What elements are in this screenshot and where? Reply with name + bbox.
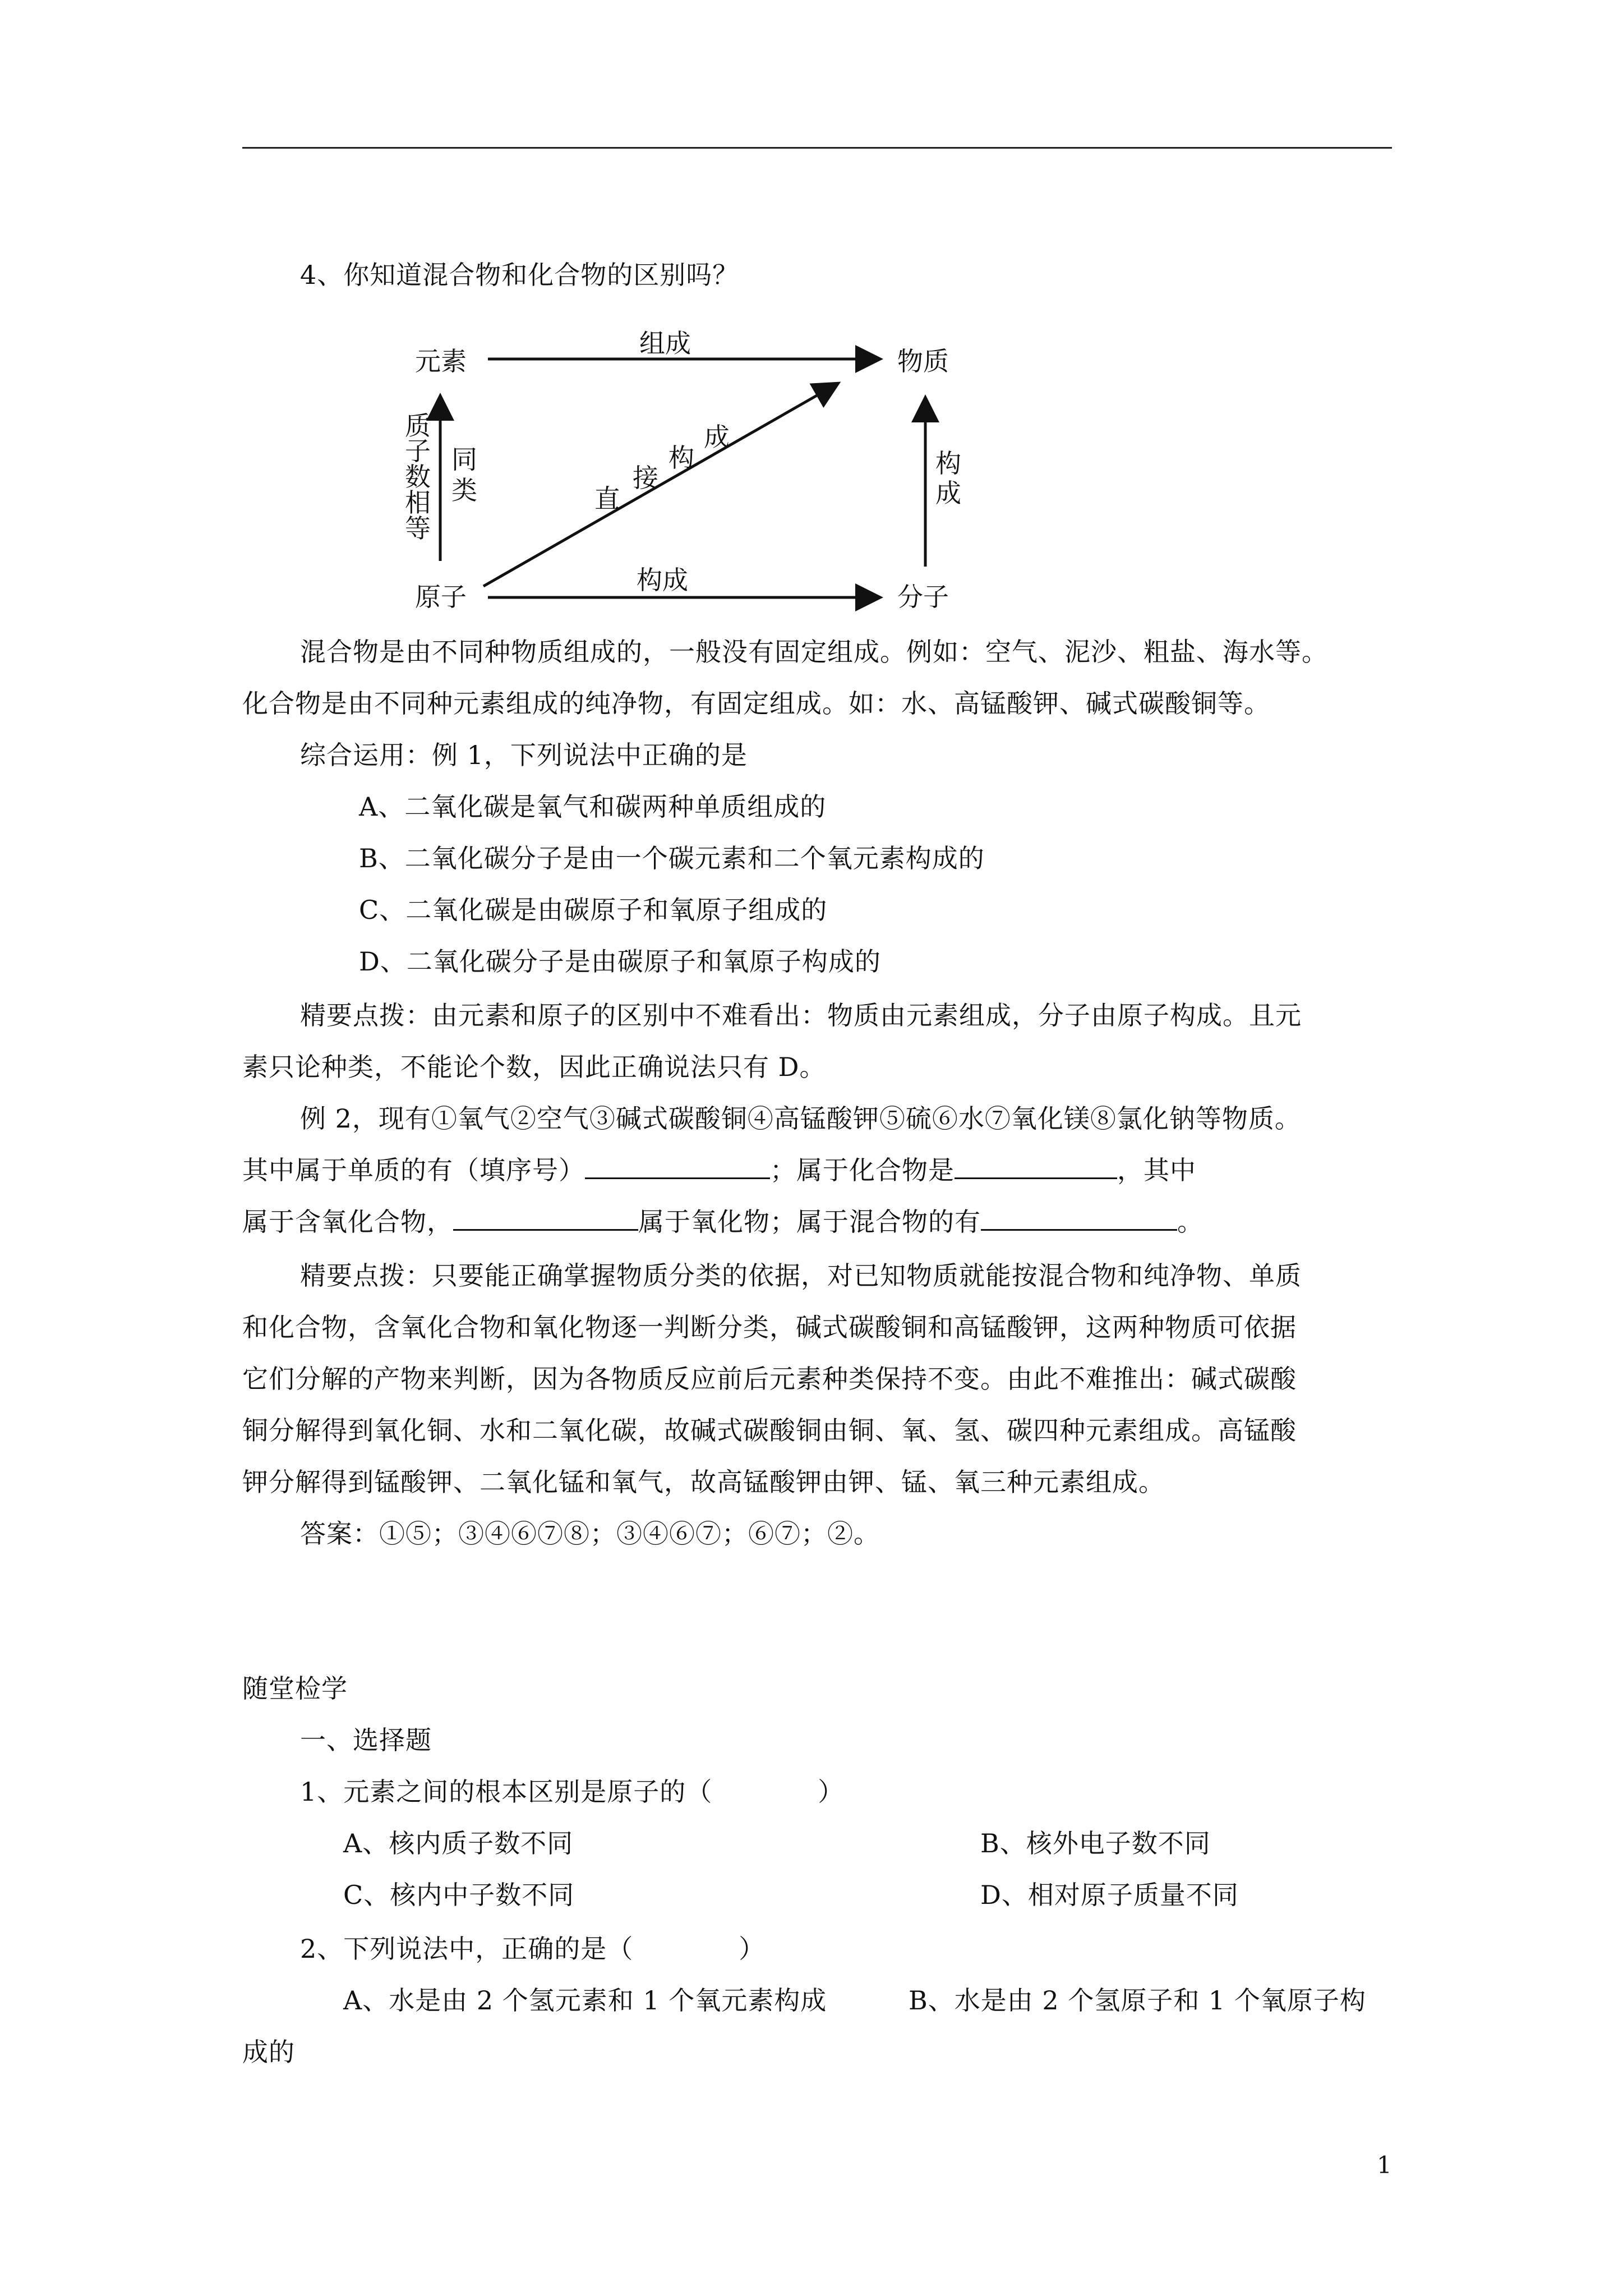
example-2-text-f: 。 bbox=[1177, 1207, 1204, 1237]
paragraph-compound: 化合物是由不同种元素组成的纯净物，有固定组成。如：水、高锰酸钾、碱式碳酸铜等。 bbox=[242, 688, 1270, 719]
blank-mixtures[interactable] bbox=[981, 1205, 1177, 1231]
example-1-title: 综合运用：例 1，下列说法中正确的是 bbox=[300, 740, 748, 770]
example-2-text-b: ；属于化合物是 bbox=[770, 1155, 955, 1185]
label-diag-2: 接 bbox=[633, 463, 658, 493]
node-substance: 物质 bbox=[897, 346, 949, 376]
section-title: 随堂检学 bbox=[242, 1673, 348, 1704]
answer-line: 答案：①⑤；③④⑥⑦⑧；③④⑥⑦；⑥⑦；②。 bbox=[300, 1519, 880, 1549]
tip-1-line-1: 精要点拨：由元素和原子的区别中不难看出：物质由元素组成，分子由原子构成。且元 bbox=[300, 1000, 1302, 1030]
question-1-option-c: C、核内中子数不同 bbox=[343, 1880, 575, 1910]
example-1-option-b: B、二氧化碳分子是由一个碳元素和二个氧元素构成的 bbox=[359, 843, 985, 873]
question-2-continuation: 成的 bbox=[242, 2037, 295, 2067]
question-1: 1、元素之间的根本区别是原子的（ ） bbox=[300, 1777, 845, 1807]
label-diag-4: 成 bbox=[704, 422, 730, 452]
example-1-option-a: A、二氧化碳是氧气和碳两种单质组成的 bbox=[359, 792, 827, 822]
tip-2-line-1: 精要点拨：只要能正确掌握物质分类的依据，对已知物质就能按混合物和纯净物、单质 bbox=[300, 1260, 1302, 1291]
concept-diagram bbox=[0, 0, 1623, 628]
question-2-option-b: B、水是由 2 个氢原子和 1 个氧原子构 bbox=[909, 1985, 1366, 2016]
example-1-option-d: D、二氧化碳分子是由碳原子和氧原子构成的 bbox=[359, 946, 881, 977]
example-2-line-3 bbox=[242, 1204, 1204, 1240]
node-atom: 原子 bbox=[415, 582, 467, 612]
label-left-a-3: 数 bbox=[405, 462, 431, 492]
label-diag-1: 直 bbox=[594, 484, 620, 514]
label-diag-3: 构 bbox=[668, 443, 694, 473]
label-left-a-5: 等 bbox=[405, 513, 431, 544]
label-left-b-1: 同 bbox=[451, 444, 477, 475]
node-molecule: 分子 bbox=[897, 582, 949, 612]
label-bottom-edge: 构成 bbox=[637, 565, 688, 595]
tip-1-line-2: 素只论种类，不能论个数，因此正确说法只有 D。 bbox=[242, 1052, 826, 1082]
label-top-edge: 组成 bbox=[639, 328, 691, 358]
part-1-title: 一、选择题 bbox=[300, 1725, 432, 1755]
label-left-a-1: 质 bbox=[405, 411, 431, 441]
blank-elements[interactable] bbox=[585, 1154, 770, 1179]
node-element: 元素 bbox=[415, 346, 467, 376]
tip-2-line-4: 铜分解得到氧化铜、水和二氧化碳，故碱式碳酸铜由铜、氧、氢、碳四种元素组成。高锰酸 bbox=[242, 1415, 1297, 1446]
example-2-line-2 bbox=[242, 1152, 1196, 1188]
arrow-atom-to-substance bbox=[483, 383, 838, 586]
question-4-title: 4、你知道混合物和化合物的区别吗？ bbox=[300, 260, 739, 290]
example-1-option-c: C、二氧化碳是由碳原子和氧原子组成的 bbox=[359, 895, 828, 925]
tip-2-line-5: 钾分解得到锰酸钾、二氧化锰和氧气，故高锰酸钾由钾、锰、氧三种元素组成。 bbox=[242, 1467, 1165, 1497]
question-2: 2、下列说法中，正确的是（ ） bbox=[300, 1934, 766, 1964]
question-1-option-b: B、核外电子数不同 bbox=[980, 1828, 1211, 1858]
label-right-2: 成 bbox=[935, 478, 961, 508]
tip-2-line-2: 和化合物，含氧化合物和氧化物逐一判断分类，碱式碳酸铜和高锰酸钾，这两种物质可依据 bbox=[242, 1312, 1297, 1342]
question-2-option-a: A、水是由 2 个氢元素和 1 个氧元素构成 bbox=[343, 1985, 827, 2016]
label-right-1: 构 bbox=[935, 448, 961, 478]
label-left-a-2: 子 bbox=[405, 436, 431, 466]
label-left-b-2: 类 bbox=[451, 475, 477, 505]
question-1-option-a: A、核内质子数不同 bbox=[343, 1828, 574, 1858]
paragraph-mixture: 混合物是由不同种物质组成的，一般没有固定组成。例如：空气、泥沙、粗盐、海水等。 bbox=[300, 637, 1328, 667]
example-2-line-1: 例 2，现有①氧气②空气③碱式碳酸铜④高锰酸钾⑤硫⑥水⑦氧化镁⑧氯化钠等物质。 bbox=[300, 1103, 1301, 1134]
label-left-a-4: 相 bbox=[405, 487, 431, 518]
blank-compounds[interactable] bbox=[955, 1154, 1117, 1179]
blank-oxygen-compounds[interactable] bbox=[453, 1205, 638, 1231]
question-1-option-d: D、相对原子质量不同 bbox=[980, 1880, 1239, 1910]
example-2-text-d: 属于含氧化合物， bbox=[242, 1207, 453, 1237]
page-number: 1 bbox=[1377, 2151, 1392, 2179]
tip-2-line-3: 它们分解的产物来判断，因为各物质反应前后元素种类保持不变。由此不难推出：碱式碳酸 bbox=[242, 1364, 1297, 1394]
example-2-text-a: 其中属于单质的有（填序号） bbox=[242, 1155, 585, 1185]
example-2-text-e: 属于氧化物；属于混合物的有 bbox=[638, 1207, 981, 1237]
example-2-text-c: ，其中 bbox=[1117, 1155, 1196, 1185]
